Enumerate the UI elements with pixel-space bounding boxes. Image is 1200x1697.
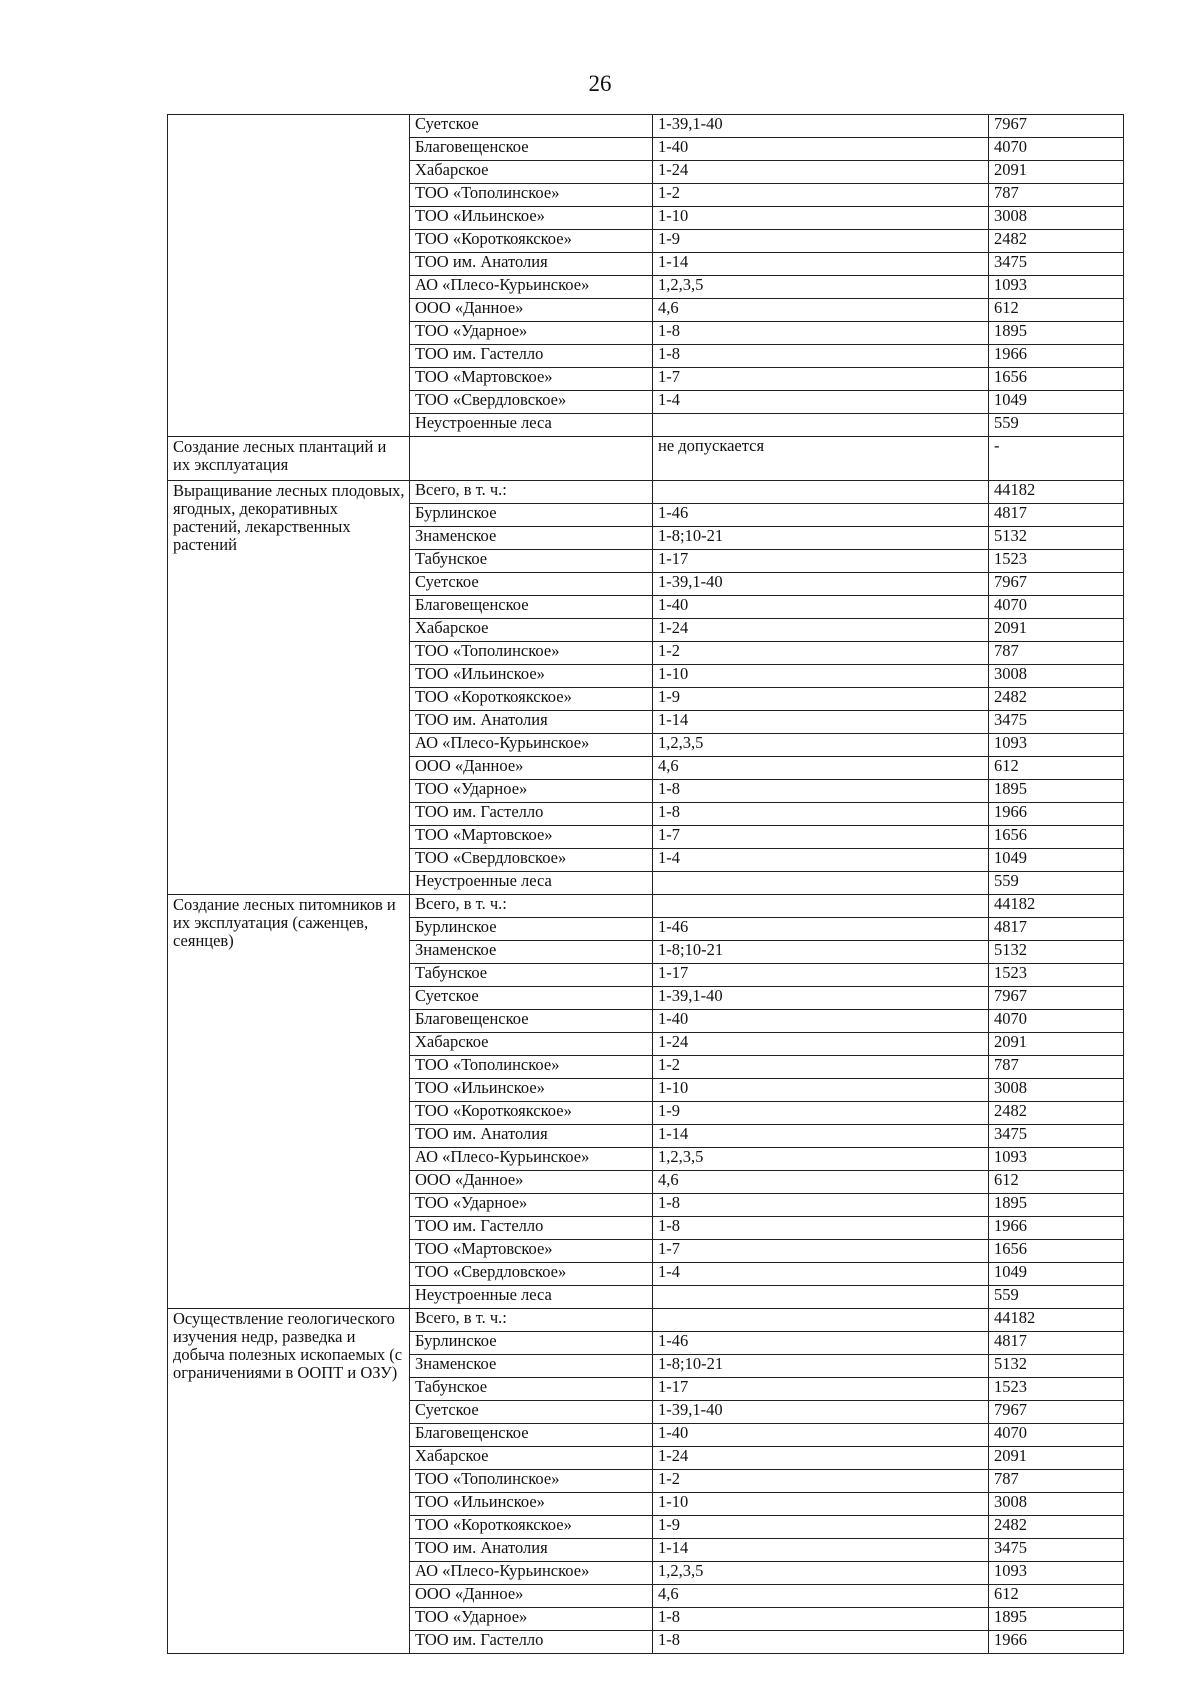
quarters-cell: 1-10 xyxy=(653,1079,989,1102)
forestry-cell: ТОО «Тополинское» xyxy=(410,642,653,665)
area-cell: 1093 xyxy=(989,1148,1124,1171)
forestry-cell: ТОО «Мартовское» xyxy=(410,826,653,849)
forestry-cell: ТОО им. Анатолия xyxy=(410,1539,653,1562)
table-row xyxy=(168,437,1124,481)
area-cell: 612 xyxy=(989,1171,1124,1194)
forestry-cell: АО «Плесо-Курьинское» xyxy=(410,1148,653,1171)
activity-cell: Выращивание лесных плодовых, ягодных, декоративных растений, лекарственных растений xyxy=(168,481,410,895)
area-cell: 2482 xyxy=(989,688,1124,711)
area-cell: 3008 xyxy=(989,1079,1124,1102)
page-number: 26 xyxy=(588,71,612,96)
forestry-cell: Благовещенское xyxy=(410,1424,653,1447)
area-cell: 787 xyxy=(989,1470,1124,1493)
quarters-cell: 1-24 xyxy=(653,1447,989,1470)
forestry-cell: Благовещенское xyxy=(410,596,653,619)
area-cell: 1523 xyxy=(989,964,1124,987)
table-row xyxy=(168,895,1124,918)
forestry-cell: ТОО «Ильинское» xyxy=(410,207,653,230)
quarters-cell: 1-46 xyxy=(653,504,989,527)
forestry-cell: Суетское xyxy=(410,1401,653,1424)
quarters-cell: 4,6 xyxy=(653,1585,989,1608)
quarters-cell: 1,2,3,5 xyxy=(653,1148,989,1171)
forestry-cell: Неустроенные леса xyxy=(410,872,653,895)
quarters-cell: 1-8 xyxy=(653,322,989,345)
quarters-cell: 4,6 xyxy=(653,757,989,780)
quarters-cell: не допускается xyxy=(653,437,989,481)
activity-cell: Осуществление геологического изучения недр, разведка и добыча полезных ископаемых (с ограничениями в ООПТ и ОЗУ) xyxy=(168,1309,410,1654)
area-cell: 1093 xyxy=(989,276,1124,299)
quarters-cell: 1-40 xyxy=(653,1424,989,1447)
forestry-cell: Хабарское xyxy=(410,619,653,642)
area-cell: 2091 xyxy=(989,161,1124,184)
forestry-cell: ТОО «Мартовское» xyxy=(410,368,653,391)
forestry-cell: Хабарское xyxy=(410,1447,653,1470)
area-cell: 2091 xyxy=(989,1447,1124,1470)
forestry-cell: Хабарское xyxy=(410,1033,653,1056)
area-cell: 3008 xyxy=(989,665,1124,688)
area-cell: 4817 xyxy=(989,918,1124,941)
forestry-cell: ТОО им. Гастелло xyxy=(410,345,653,368)
forestry-cell: ТОО «Тополинское» xyxy=(410,1470,653,1493)
quarters-cell: 1-9 xyxy=(653,1516,989,1539)
forestry-cell: ТОО «Свердловское» xyxy=(410,849,653,872)
forestry-cell: Всего, в т. ч.: xyxy=(410,1309,653,1332)
area-cell: 787 xyxy=(989,642,1124,665)
area-cell: 4817 xyxy=(989,1332,1124,1355)
activity-cell xyxy=(168,115,410,437)
forestry-cell: Суетское xyxy=(410,115,653,138)
area-cell: 1093 xyxy=(989,1562,1124,1585)
forestry-cell: Табунское xyxy=(410,550,653,573)
forestry-cell: ТОО «Короткоякское» xyxy=(410,688,653,711)
quarters-cell: 1-39,1-40 xyxy=(653,987,989,1010)
area-cell: 4070 xyxy=(989,596,1124,619)
forestry-cell: Знаменское xyxy=(410,527,653,550)
quarters-cell: 1-8 xyxy=(653,780,989,803)
area-cell: 7967 xyxy=(989,1401,1124,1424)
forestry-cell: ООО «Данное» xyxy=(410,757,653,780)
forestry-cell: Знаменское xyxy=(410,1355,653,1378)
forestry-cell: АО «Плесо-Курьинское» xyxy=(410,276,653,299)
area-cell: 7967 xyxy=(989,987,1124,1010)
area-cell: 612 xyxy=(989,299,1124,322)
forestry-cell: Суетское xyxy=(410,987,653,1010)
forestry-cell: ТОО им. Анатолия xyxy=(410,253,653,276)
area-cell: 1895 xyxy=(989,780,1124,803)
quarters-cell: 1-39,1-40 xyxy=(653,115,989,138)
quarters-cell: 1-40 xyxy=(653,1010,989,1033)
quarters-cell: 1-2 xyxy=(653,1056,989,1079)
area-cell: 1523 xyxy=(989,550,1124,573)
forestry-cell: Табунское xyxy=(410,964,653,987)
forestry-cell: АО «Плесо-Курьинское» xyxy=(410,1562,653,1585)
activity-cell: Создание лесных плантаций и их эксплуатация xyxy=(168,437,410,481)
quarters-cell: 1-7 xyxy=(653,1240,989,1263)
forestry-cell: Суетское xyxy=(410,573,653,596)
quarters-cell: 1-46 xyxy=(653,918,989,941)
quarters-cell: 1-4 xyxy=(653,1263,989,1286)
quarters-cell: 1-9 xyxy=(653,1102,989,1125)
quarters-cell: 1-40 xyxy=(653,596,989,619)
area-cell: 7967 xyxy=(989,573,1124,596)
forestry-cell: ТОО «Свердловское» xyxy=(410,391,653,414)
quarters-cell: 1-8 xyxy=(653,1631,989,1654)
forestry-cell: ООО «Данное» xyxy=(410,1171,653,1194)
area-cell: 1656 xyxy=(989,368,1124,391)
quarters-cell: 1-24 xyxy=(653,619,989,642)
area-cell: 1966 xyxy=(989,803,1124,826)
area-cell: 1049 xyxy=(989,391,1124,414)
forestry-cell: ТОО «Ильинское» xyxy=(410,1493,653,1516)
quarters-cell: 4,6 xyxy=(653,1171,989,1194)
forestry-cell: Бурлинское xyxy=(410,504,653,527)
forestry-cell: Хабарское xyxy=(410,161,653,184)
quarters-cell xyxy=(653,481,989,504)
area-cell: 2091 xyxy=(989,1033,1124,1056)
forestry-cell: Знаменское xyxy=(410,941,653,964)
quarters-cell: 1-2 xyxy=(653,642,989,665)
quarters-cell: 1-8 xyxy=(653,803,989,826)
forestry-cell: ТОО «Тополинское» xyxy=(410,1056,653,1079)
forestry-cell: ТОО «Свердловское» xyxy=(410,1263,653,1286)
activity-cell: Создание лесных питомников и их эксплуатация (саженцев, сеянцев) xyxy=(168,895,410,1309)
table-row xyxy=(168,1309,1124,1332)
area-cell: 3475 xyxy=(989,253,1124,276)
area-cell: 1523 xyxy=(989,1378,1124,1401)
quarters-cell: 1-8 xyxy=(653,345,989,368)
area-cell: 1656 xyxy=(989,826,1124,849)
forestry-cell: ООО «Данное» xyxy=(410,1585,653,1608)
forestry-cell: ТОО «Ильинское» xyxy=(410,665,653,688)
forestry-cell: Всего, в т. ч.: xyxy=(410,895,653,918)
forestry-cell: Благовещенское xyxy=(410,138,653,161)
quarters-cell: 1-4 xyxy=(653,391,989,414)
area-cell: 4070 xyxy=(989,1010,1124,1033)
quarters-cell: 1-2 xyxy=(653,1470,989,1493)
forestry-cell: Табунское xyxy=(410,1378,653,1401)
area-cell: 1895 xyxy=(989,1608,1124,1631)
area-cell: 1656 xyxy=(989,1240,1124,1263)
quarters-cell: 1-14 xyxy=(653,253,989,276)
forestry-cell: ТОО им. Гастелло xyxy=(410,803,653,826)
area-cell: 2091 xyxy=(989,619,1124,642)
quarters-cell: 1-8;10-21 xyxy=(653,1355,989,1378)
forestry-cell: ТОО «Ударное» xyxy=(410,1608,653,1631)
forestry-cell: ТОО им. Гастелло xyxy=(410,1631,653,1654)
forest-use-table xyxy=(167,114,1124,1654)
forestry-cell: Бурлинское xyxy=(410,1332,653,1355)
quarters-cell: 1-14 xyxy=(653,711,989,734)
quarters-cell: 1-8 xyxy=(653,1217,989,1240)
quarters-cell: 1-46 xyxy=(653,1332,989,1355)
forestry-cell: Бурлинское xyxy=(410,918,653,941)
forestry-cell: ТОО им. Анатолия xyxy=(410,1125,653,1148)
quarters-cell: 1,2,3,5 xyxy=(653,1562,989,1585)
area-cell: 5132 xyxy=(989,941,1124,964)
area-cell: 5132 xyxy=(989,527,1124,550)
area-cell: 787 xyxy=(989,184,1124,207)
area-cell: 3008 xyxy=(989,207,1124,230)
quarters-cell xyxy=(653,1286,989,1309)
quarters-cell: 1-14 xyxy=(653,1539,989,1562)
area-cell: 7967 xyxy=(989,115,1124,138)
quarters-cell: 1,2,3,5 xyxy=(653,734,989,757)
forestry-cell: ТОО «Мартовское» xyxy=(410,1240,653,1263)
quarters-cell: 1-17 xyxy=(653,1378,989,1401)
area-cell: 3008 xyxy=(989,1493,1124,1516)
area-cell: 612 xyxy=(989,1585,1124,1608)
area-cell: 1966 xyxy=(989,1217,1124,1240)
forestry-cell: Всего, в т. ч.: xyxy=(410,481,653,504)
table-row xyxy=(168,481,1124,504)
area-cell: 4817 xyxy=(989,504,1124,527)
forestry-cell: Неустроенные леса xyxy=(410,414,653,437)
quarters-cell: 1-2 xyxy=(653,184,989,207)
quarters-cell: 1-10 xyxy=(653,207,989,230)
quarters-cell: 1-17 xyxy=(653,550,989,573)
quarters-cell: 1-24 xyxy=(653,161,989,184)
area-cell: 612 xyxy=(989,757,1124,780)
area-cell: 559 xyxy=(989,414,1124,437)
area-cell: 44182 xyxy=(989,1309,1124,1332)
forestry-cell: ТОО «Ударное» xyxy=(410,780,653,803)
forestry-cell: ТОО «Ударное» xyxy=(410,322,653,345)
forestry-cell: ТОО «Короткоякское» xyxy=(410,1516,653,1539)
area-cell: 2482 xyxy=(989,1102,1124,1125)
quarters-cell: 1-8;10-21 xyxy=(653,941,989,964)
forestry-cell: АО «Плесо-Курьинское» xyxy=(410,734,653,757)
quarters-cell: 1-9 xyxy=(653,230,989,253)
area-cell: 1049 xyxy=(989,849,1124,872)
forestry-cell: Неустроенные леса xyxy=(410,1286,653,1309)
forestry-cell: ТОО им. Анатолия xyxy=(410,711,653,734)
table-body xyxy=(168,115,1124,1654)
area-cell: 559 xyxy=(989,872,1124,895)
area-cell: 1966 xyxy=(989,345,1124,368)
area-cell: 3475 xyxy=(989,1539,1124,1562)
area-cell: 3475 xyxy=(989,1125,1124,1148)
area-cell: 1049 xyxy=(989,1263,1124,1286)
table-row xyxy=(168,115,1124,138)
area-cell: 2482 xyxy=(989,1516,1124,1539)
area-cell: 2482 xyxy=(989,230,1124,253)
area-cell: 3475 xyxy=(989,711,1124,734)
quarters-cell xyxy=(653,414,989,437)
quarters-cell: 1-14 xyxy=(653,1125,989,1148)
forestry-cell xyxy=(410,437,653,481)
area-cell: 1895 xyxy=(989,1194,1124,1217)
area-cell: 1895 xyxy=(989,322,1124,345)
quarters-cell: 1-8 xyxy=(653,1608,989,1631)
quarters-cell: 1-39,1-40 xyxy=(653,573,989,596)
forestry-cell: ТОО «Короткоякское» xyxy=(410,1102,653,1125)
quarters-cell: 1-17 xyxy=(653,964,989,987)
quarters-cell: 4,6 xyxy=(653,299,989,322)
quarters-cell xyxy=(653,1309,989,1332)
quarters-cell: 1-9 xyxy=(653,688,989,711)
quarters-cell: 1-10 xyxy=(653,1493,989,1516)
area-cell: 1093 xyxy=(989,734,1124,757)
forestry-cell: Благовещенское xyxy=(410,1010,653,1033)
quarters-cell: 1-40 xyxy=(653,138,989,161)
area-cell: 787 xyxy=(989,1056,1124,1079)
area-cell: 559 xyxy=(989,1286,1124,1309)
forestry-cell: ООО «Данное» xyxy=(410,299,653,322)
quarters-cell: 1,2,3,5 xyxy=(653,276,989,299)
quarters-cell: 1-4 xyxy=(653,849,989,872)
quarters-cell: 1-24 xyxy=(653,1033,989,1056)
quarters-cell xyxy=(653,872,989,895)
area-cell: 4070 xyxy=(989,138,1124,161)
quarters-cell: 1-8;10-21 xyxy=(653,527,989,550)
forestry-cell: ТОО «Короткоякское» xyxy=(410,230,653,253)
quarters-cell: 1-8 xyxy=(653,1194,989,1217)
quarters-cell xyxy=(653,895,989,918)
quarters-cell: 1-7 xyxy=(653,826,989,849)
forestry-cell: ТОО им. Гастелло xyxy=(410,1217,653,1240)
quarters-cell: 1-10 xyxy=(653,665,989,688)
area-cell: 5132 xyxy=(989,1355,1124,1378)
forestry-cell: ТОО «Ударное» xyxy=(410,1194,653,1217)
forestry-cell: ТОО «Ильинское» xyxy=(410,1079,653,1102)
forestry-cell: ТОО «Тополинское» xyxy=(410,184,653,207)
area-cell: 44182 xyxy=(989,481,1124,504)
quarters-cell: 1-7 xyxy=(653,368,989,391)
area-cell: 1966 xyxy=(989,1631,1124,1654)
area-cell: - xyxy=(989,437,1124,481)
area-cell: 44182 xyxy=(989,895,1124,918)
area-cell: 4070 xyxy=(989,1424,1124,1447)
quarters-cell: 1-39,1-40 xyxy=(653,1401,989,1424)
